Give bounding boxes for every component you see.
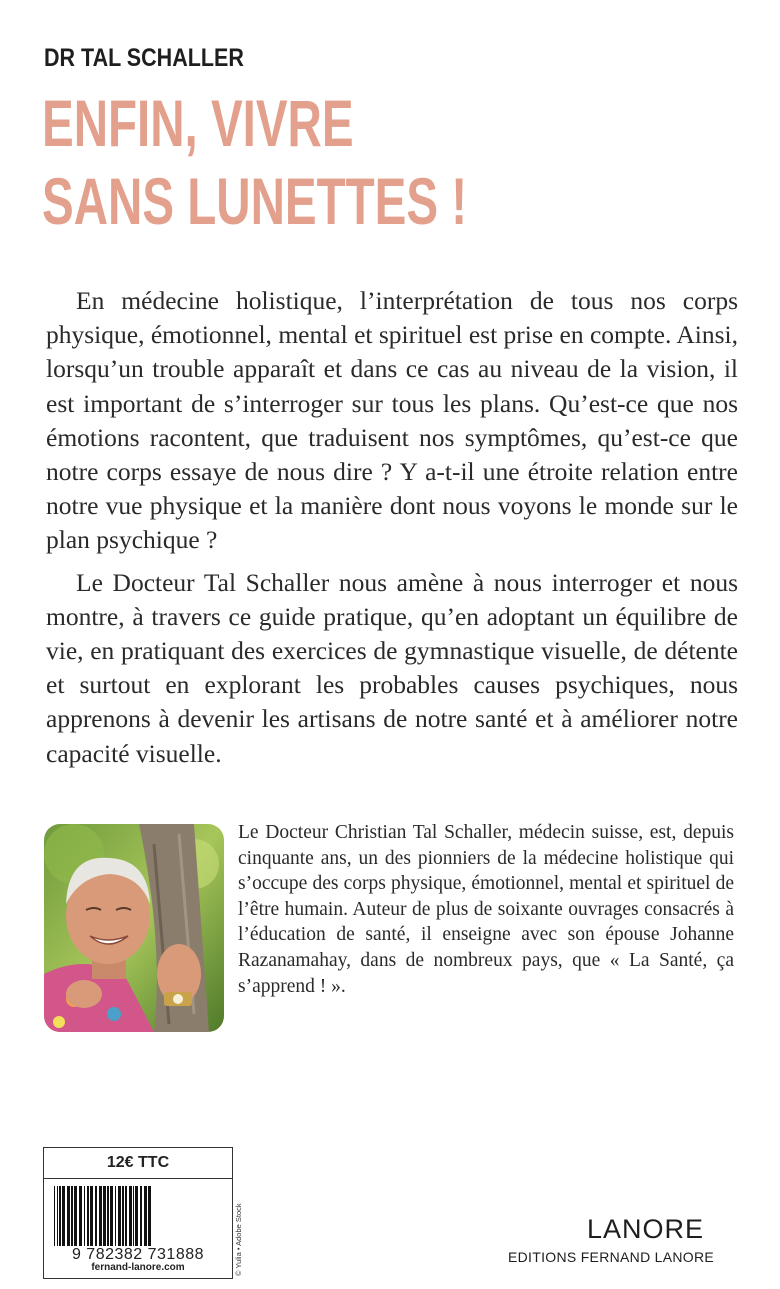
blurb — [46, 284, 738, 779]
publisher-logo: LANORE — [587, 1214, 705, 1244]
author-name: DR TAL SCHALLER — [44, 44, 244, 72]
isbn-number: 9 782382 731888 — [71, 1246, 205, 1263]
blurb-paragraph-2: Le Docteur Tal Schaller nous amène à nous interroger et nous montre, à travers ce guide pratique, qu’en adoptant un équilibre de vie, en pratiquant des exercices de gymnastique visuelle, de détente et surtout en explorant les probables causes psychiques, nous apprenons à devenir les artisans de notre santé et à améliorer notre capacité visuelle. — [46, 567, 738, 768]
book-title — [42, 84, 467, 240]
barcode-box — [43, 1147, 233, 1279]
blurb-paragraph-1: En médecine holistique, l’interprétation de tous nos corps physique, émotionnel, mental et spirituel est prise en compte. Ainsi, lorsqu’un trouble apparaît et dans ce cas au niveau de la vision, il est important de s’interroger sur tous les plans. Qu’est-ce que nos émotions racontent, que traduisent nos symptômes, qu’est-ce que notre corps essaye de nous dire ? Y a-t-il une étroite relation entre notre vue physique et la manière dont nous voyons le monde sur le plan psychique ? — [46, 286, 738, 555]
price-label: 12€ TTC — [44, 1148, 232, 1179]
photo-credit: © Yulia • Adobe Stock — [234, 1203, 243, 1276]
barcode — [52, 1186, 224, 1246]
title-line-2: SANS LUNETTES ! — [42, 164, 468, 238]
publisher-name: EDITIONS FERNAND LANORE — [508, 1249, 715, 1265]
author-photo — [44, 824, 224, 1032]
title-line-1: ENFIN, VIVRE — [42, 86, 354, 160]
author-bio: Le Docteur Christian Tal Schaller, médecin suisse, est, depuis cinquante ans, un des pionniers de la médecine holistique qui s’occupe des corps physique, émotionnel, mental et spirituel de l’être humain. Auteur de plus de soixante ouvrages consacrés à l’éducation de santé, il enseigne avec son épouse Johanne Razanamahay, dans de nombreux pays, que « La Santé, ça s’apprend ! ». — [238, 822, 734, 997]
website-url: fernand-lanore.com — [91, 1262, 185, 1273]
